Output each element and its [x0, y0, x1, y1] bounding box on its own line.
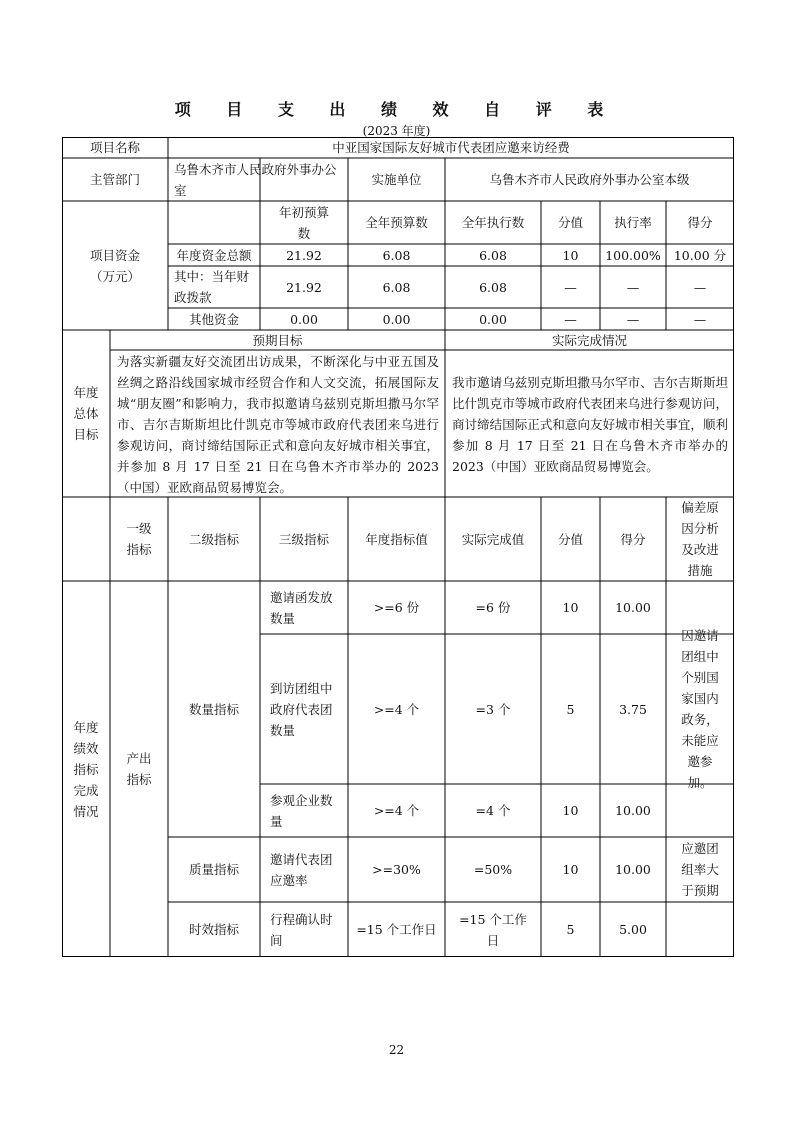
funds-cell: 6.08: [382, 247, 411, 263]
header-reason: 偏差原因分析及改进措施: [681, 500, 719, 578]
level3-item: 邀请代表团应邀率: [270, 851, 333, 888]
funds-cell: 21.92: [286, 279, 322, 295]
got-value: 5.00: [619, 922, 647, 937]
funds-header-annual-budget: 全年预算数: [365, 215, 428, 230]
target-value: >=4 个: [373, 701, 420, 717]
got-value: 3.75: [619, 701, 647, 717]
score-value: 10: [562, 862, 579, 877]
funds-header-rate: 执行率: [614, 215, 652, 230]
actual-value: =6 份: [475, 600, 511, 615]
level3-item: 参观企业数量: [270, 792, 333, 829]
funds-cell: —: [564, 279, 577, 295]
header-level1: 一级指标: [126, 521, 152, 557]
got-value: 10.00: [615, 862, 651, 877]
got-value: 10.00: [615, 600, 651, 615]
funds-cell: —: [693, 311, 707, 327]
funds-cell: 6.08: [479, 279, 507, 295]
funds-cell: —: [626, 279, 640, 295]
target-value: >=4 个: [373, 803, 420, 818]
actual-value: =15 个工作日: [459, 911, 527, 948]
funds-cell: —: [564, 311, 577, 327]
funds-cell: —: [626, 311, 640, 327]
funds-cell: 10: [562, 247, 579, 263]
funds-cell: 0.00: [290, 311, 318, 327]
reason-text: 因邀请团组中个别国家国内政务，未能应邀参加。: [681, 628, 719, 790]
funds-cell: 6.08: [382, 279, 411, 295]
actual-result-header: 实际完成情况: [551, 332, 627, 348]
report-year: (2023 年度): [362, 124, 431, 138]
funds-cell: 21.92: [286, 247, 322, 263]
reason-text: [666, 902, 734, 957]
reason-text: [666, 784, 734, 837]
actual-value: =3 个: [475, 701, 511, 717]
level2-quality: 质量指标: [188, 862, 239, 877]
level3-item: 行程确认时间: [270, 911, 333, 948]
funds-cell: 6.08: [479, 247, 507, 263]
dept-label: 主管部门: [89, 172, 140, 187]
score-value: 10: [562, 600, 579, 615]
funds-cell: 0.00: [479, 311, 507, 327]
project-name-value: 中亚国家国际友好城市代表团应邀来访经费: [332, 140, 570, 155]
actual-value: =4 个: [475, 803, 511, 818]
funds-cell: 10.00 分: [673, 247, 727, 263]
funds-label: 项目资金（万元）: [89, 247, 140, 284]
target-value: >=30%: [372, 862, 421, 877]
dept-value: 乌鲁木齐市人民政府外事办公室: [174, 161, 337, 198]
page-title: 项 目 支 出 绩 效 自 评 表: [174, 100, 619, 119]
impl-label: 实施单位: [371, 172, 422, 187]
funds-header-executed: 全年执行数: [461, 215, 525, 230]
funds-cell: 0.00: [382, 311, 411, 327]
impl-value: 乌鲁木齐市人民政府外事办公室本级: [489, 172, 690, 187]
level2-timeliness: 时效指标: [188, 922, 239, 937]
actual-result-text: 我市邀请乌兹别克斯坦撒马尔罕市、吉尔吉斯斯坦比什凯克市等城市政府代表团来乌进行参观访问，商讨缔结国际正式和意向友好城市相关事宜，顺利参加 8 月 17 日至 21 日在乌鲁木齐市举办的 2023（中国）亚欧商品贸易博览会。: [452, 375, 728, 474]
level2-quantity: 数量指标: [188, 701, 239, 717]
funds-header-score: 分值: [557, 215, 583, 230]
score-value: 5: [566, 922, 575, 937]
project-name-label: 项目名称: [89, 140, 140, 155]
page-number: 22: [388, 1043, 405, 1057]
score-value: 5: [566, 701, 575, 717]
reason-text: 应邀团组率大于预期: [681, 841, 719, 898]
score-value: 10: [562, 803, 579, 818]
funds-header-initial: 年初预算数: [278, 204, 329, 241]
target-value: >=6 份: [373, 600, 420, 615]
funds-row-label: 其他资金: [188, 311, 239, 327]
funds-header-got: 得分: [687, 215, 713, 230]
header-target: 年度指标值: [365, 531, 428, 547]
header-score: 分值: [557, 531, 583, 547]
expected-goal-header: 预期目标: [252, 332, 303, 348]
level3-item: 邀请函发放数量: [270, 589, 333, 626]
funds-cell: 100.00%: [605, 247, 661, 263]
header-got: 得分: [620, 531, 646, 547]
header-level3: 三级指标: [278, 531, 329, 547]
target-value: =15 个工作日: [356, 922, 437, 937]
funds-row-label: 其中：当年财政拨款: [174, 269, 250, 305]
expected-goal-text: 为落实新疆友好交流团出访成果，不断深化与中亚五国及丝绸之路沿线国家城市经贸合作和人文交流，拓展国际友城“朋友圈”和影响力，我市拟邀请乌兹别克斯坦撒马尔罕市、吉尔吉斯斯坦比什凯克市等城市政府代表团来乌进行参观访问，商讨缔结国际正式和意向友好城市相关事宜，并参加 8 月 17 日至 21 日在乌鲁木齐市举办的 2023（中国）亚欧商品贸易博览会。: [117, 354, 439, 495]
actual-value: =50%: [473, 862, 513, 877]
goals-label: 年度总体目标: [73, 385, 99, 442]
got-value: 10.00: [615, 803, 651, 818]
self-evaluation-table: [62, 137, 734, 957]
header-level2: 二级指标: [188, 531, 239, 547]
header-actual: 实际完成值: [461, 531, 525, 547]
funds-cell: —: [693, 279, 707, 295]
funds-row-label: 年度资金总额: [176, 247, 252, 263]
level3-item: 到访团组中政府代表团数量: [270, 680, 333, 738]
indicators-section-label: 年度绩效指标完成情况: [73, 719, 99, 819]
level1-output: 产出指标: [126, 751, 152, 787]
